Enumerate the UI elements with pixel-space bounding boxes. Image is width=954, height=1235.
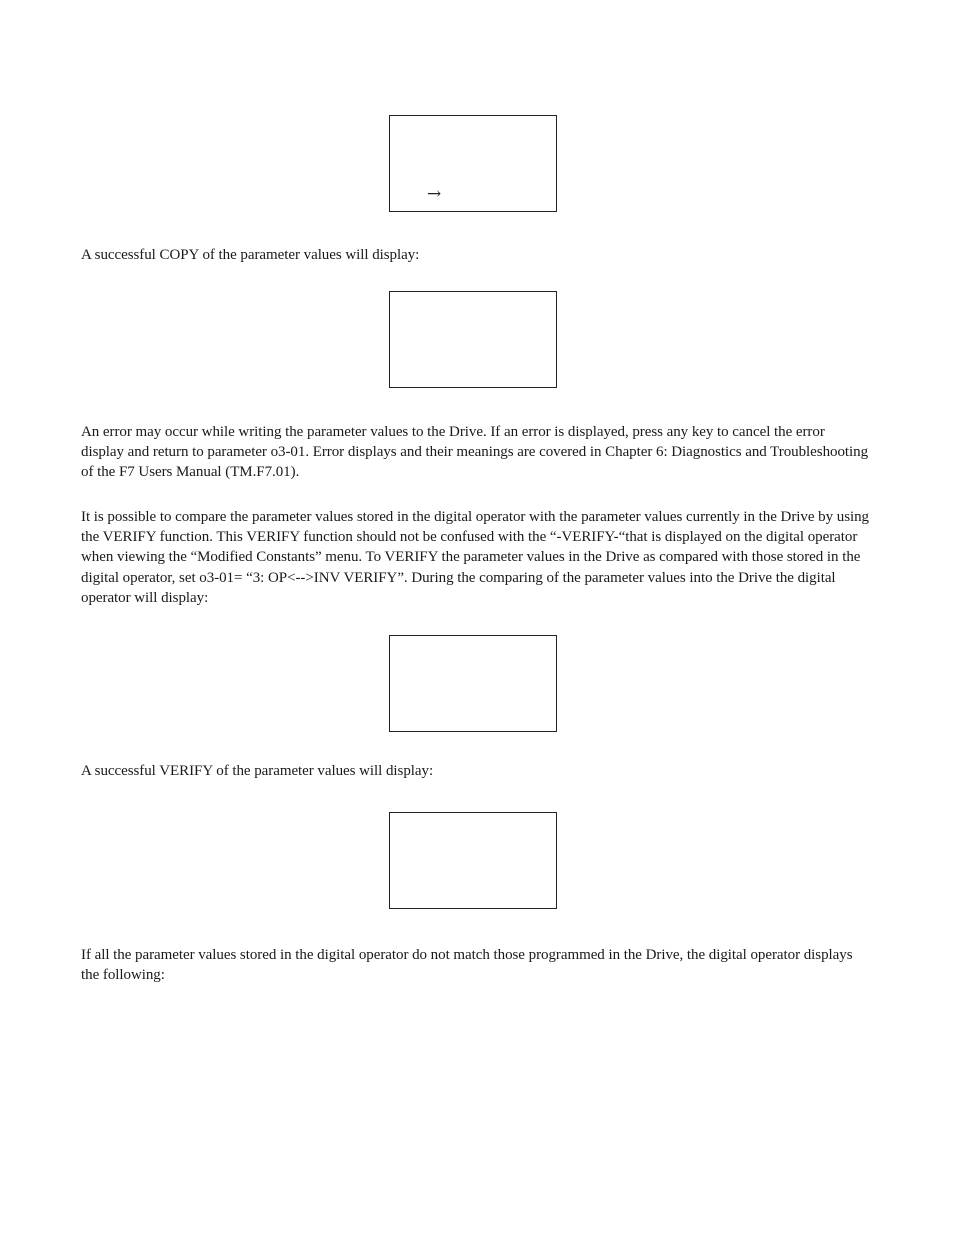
verify-intro-text: It is possible to compare the parameter values stored in the digital operator with the parameter values currently in the Drive by using the VERIFY function. This VERIFY function should not be confused with the “-VERIFY-“that is displayed on the digital operator when viewing the “Modified Constants” menu. To VERIFY the parameter values in the Drive as compared with those stored in the digital operator, set o3-01= “3: OP<-->INV VERIFY”. During the comparing of the parameter values into the Drive the digital operator will display: — [81, 509, 870, 606]
error-note-text: An error may occur while writing the parameter values to the Drive. If an error is displayed, press any key to cancel the error display and return to parameter o3-01. Error displays and their meanings are covered in Chapter 6: Diagnostics and Troubleshooting of the F7 Users Manual (TM.F7.01). — [81, 424, 869, 481]
right-arrow-icon: → — [427, 184, 442, 204]
operator-display-box-copy-end — [389, 291, 557, 388]
operator-display-box-copying — [389, 115, 557, 212]
verify-success-text: A successful VERIFY of the parameter values will display: — [81, 763, 434, 779]
operator-display-box-verify-end — [389, 812, 557, 909]
mismatch-note-text: If all the parameter values stored in the digital operator do not match those programmed in the Drive, the digital operator displays the following: — [81, 947, 853, 984]
copy-success-text: A successful COPY of the parameter values will display: — [81, 247, 420, 263]
operator-display-box-verifying — [389, 635, 557, 732]
